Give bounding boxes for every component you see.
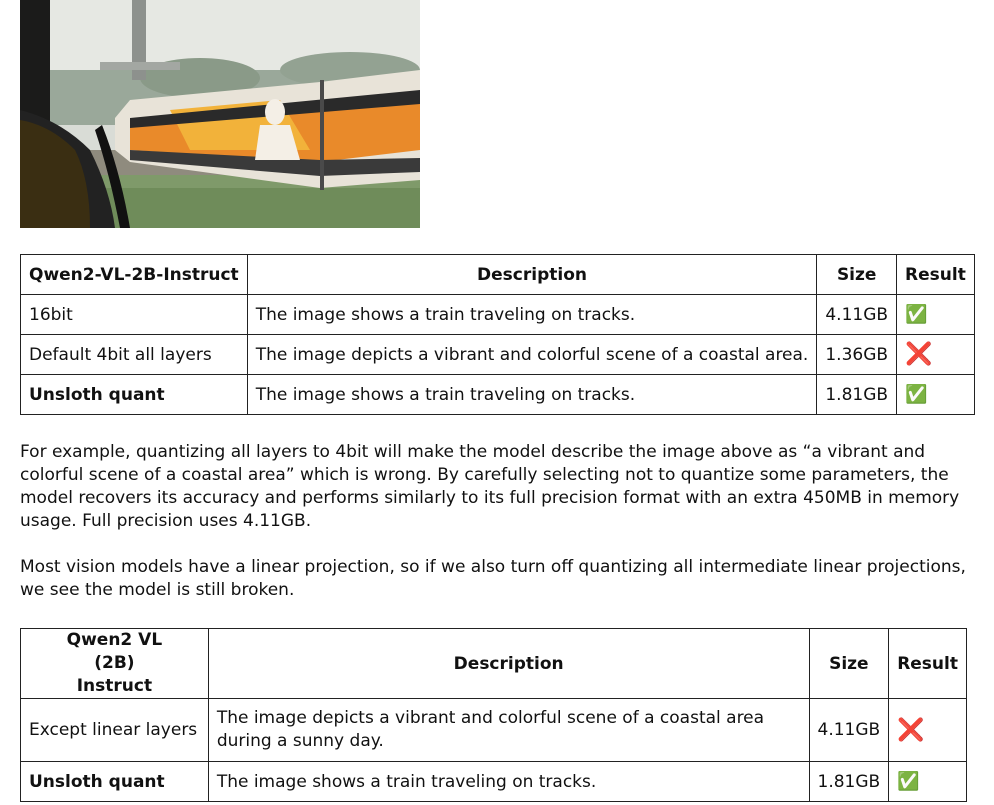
row-label: 16bit — [21, 295, 248, 335]
check-icon: ✅ — [889, 762, 967, 802]
row-size: 4.11GB — [817, 295, 897, 335]
check-icon: ✅ — [897, 375, 975, 415]
cross-icon: ❌ — [897, 335, 975, 375]
table-header-row — [21, 629, 967, 699]
table-row — [21, 335, 975, 375]
results-table-2 — [20, 628, 967, 802]
header-size: Size — [809, 629, 889, 699]
header-model-label: Qwen2 VL (2B) Instruct — [66, 630, 163, 696]
results-table-1 — [20, 254, 975, 415]
header-result: Result — [897, 255, 975, 295]
train-photo — [20, 0, 420, 228]
paragraph-linear-projection: Most vision models have a linear projection, so if we also turn off quantizing all intermediate linear projections, we see the model is still broken. — [20, 557, 966, 600]
row-description: The image depicts a vibrant and colorful scene of a coastal area during a sunny day. — [208, 699, 809, 762]
row-size: 1.81GB — [817, 375, 897, 415]
row-size: 1.36GB — [817, 335, 897, 375]
row-label: Except linear layers — [21, 699, 209, 762]
row-label: Default 4bit all layers — [21, 335, 248, 375]
row-label: Unsloth quant — [21, 762, 209, 802]
table-row — [21, 762, 967, 802]
table-header-row — [21, 255, 975, 295]
row-size: 4.11GB — [809, 699, 889, 762]
table-row — [21, 295, 975, 335]
header-result: Result — [889, 629, 967, 699]
row-description: The image shows a train traveling on tracks. — [247, 375, 817, 415]
header-size: Size — [817, 255, 897, 295]
header-model — [21, 629, 209, 699]
header-description: Description — [208, 629, 809, 699]
row-description: The image shows a train traveling on tracks. — [247, 295, 817, 335]
header-model: Qwen2-VL-2B-Instruct — [21, 255, 248, 295]
row-size: 1.81GB — [809, 762, 889, 802]
header-description: Description — [247, 255, 817, 295]
row-description: The image depicts a vibrant and colorful scene of a coastal area. — [247, 335, 817, 375]
table-row — [21, 699, 967, 762]
check-icon: ✅ — [897, 295, 975, 335]
cross-icon: ❌ — [889, 699, 967, 762]
row-label: Unsloth quant — [21, 375, 248, 415]
table-row — [21, 375, 975, 415]
row-description: The image shows a train traveling on tracks. — [208, 762, 809, 802]
paragraph-quantization-example: For example, quantizing all layers to 4bit will make the model describe the image above as “a vibrant and colorful scene of a coastal area” which is wrong. By carefully selecting not to quantize some parameters, the model recovers its accuracy and performs similarly to its full precision format with an extra 450MB in memory usage. Full precision uses 4.11GB. — [20, 442, 960, 531]
